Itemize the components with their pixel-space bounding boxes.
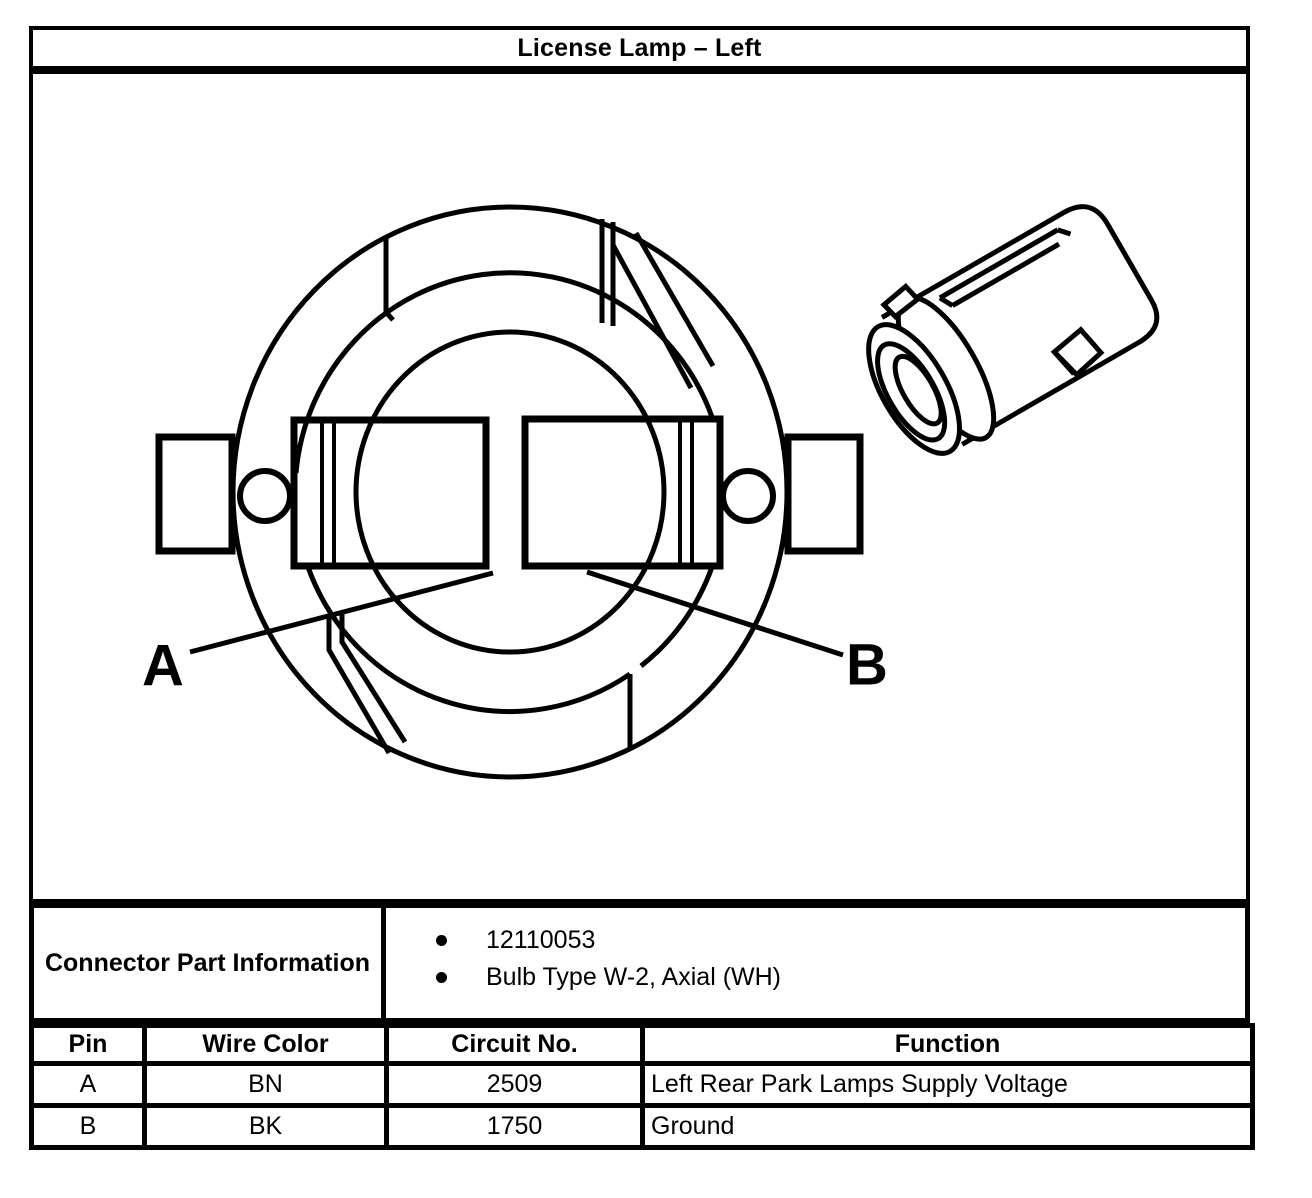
outer-flange-ellipse: [233, 207, 787, 777]
pin-a-label: A: [142, 633, 184, 699]
bottom-left-key-tab: [329, 611, 405, 753]
pin-a-function: Left Rear Park Lamps Supply Voltage: [643, 1064, 1253, 1106]
socket-3d-view: [840, 183, 1170, 472]
inner-barrel-ellipse: [356, 332, 664, 652]
pin-b-label: B: [846, 632, 888, 698]
bulb-type-item: [436, 959, 1245, 996]
middle-ring-bottom-left-arc: [308, 567, 630, 711]
right-side-tab: [788, 437, 860, 551]
page-title: License Lamp – Left: [517, 33, 762, 62]
middle-ring-bottom-right-arc: [641, 567, 712, 666]
pin-a-value: A: [32, 1064, 145, 1106]
circuit-no-header: Circuit No.: [387, 1026, 643, 1064]
connector-info-sheet: [29, 26, 1250, 1150]
right-hole: [723, 471, 773, 521]
pin-b-wire-color: BK: [145, 1106, 387, 1148]
connector-part-information-label-cell: [29, 903, 386, 1023]
bulb-type-text: Bulb Type W-2, Axial (WH): [486, 963, 781, 991]
middle-ring-top-arc: [296, 273, 712, 473]
left-side-tab: [159, 437, 232, 551]
connector-part-information-value-cell: [386, 903, 1250, 1023]
pin-table-row-b: [32, 1106, 1253, 1148]
connector-diagram-box: [29, 70, 1250, 903]
terminal-a-contact-lines: [322, 422, 334, 564]
pin-b-function: Ground: [643, 1106, 1253, 1148]
bullet-icon: [436, 935, 447, 946]
pin-header: Pin: [32, 1026, 145, 1064]
pin-table-row-a: [32, 1064, 1253, 1106]
connector-part-information-row: [29, 903, 1250, 1023]
connector-part-information-label: Connector Part Information: [44, 948, 370, 977]
wire-color-header: Wire Color: [145, 1026, 387, 1064]
connector-diagram: [33, 74, 1246, 899]
socket-front-view: [142, 207, 888, 777]
part-number-text: 12110053: [486, 926, 596, 954]
terminal-b-contact-lines: [680, 421, 692, 564]
pin-table: [29, 1023, 1255, 1150]
pin-b-value: B: [32, 1106, 145, 1148]
part-number-item: [436, 922, 1245, 959]
pin-b-circuit-no: 1750: [387, 1106, 643, 1148]
function-header: Function: [643, 1026, 1253, 1064]
title-bar: [29, 26, 1250, 70]
pin-a-wire-color: BN: [145, 1064, 387, 1106]
left-hole: [240, 471, 290, 521]
bullet-icon: [436, 972, 447, 983]
pin-table-header-row: [32, 1026, 1253, 1064]
leader-line-b: [587, 572, 843, 655]
pin-a-circuit-no: 2509: [387, 1064, 643, 1106]
